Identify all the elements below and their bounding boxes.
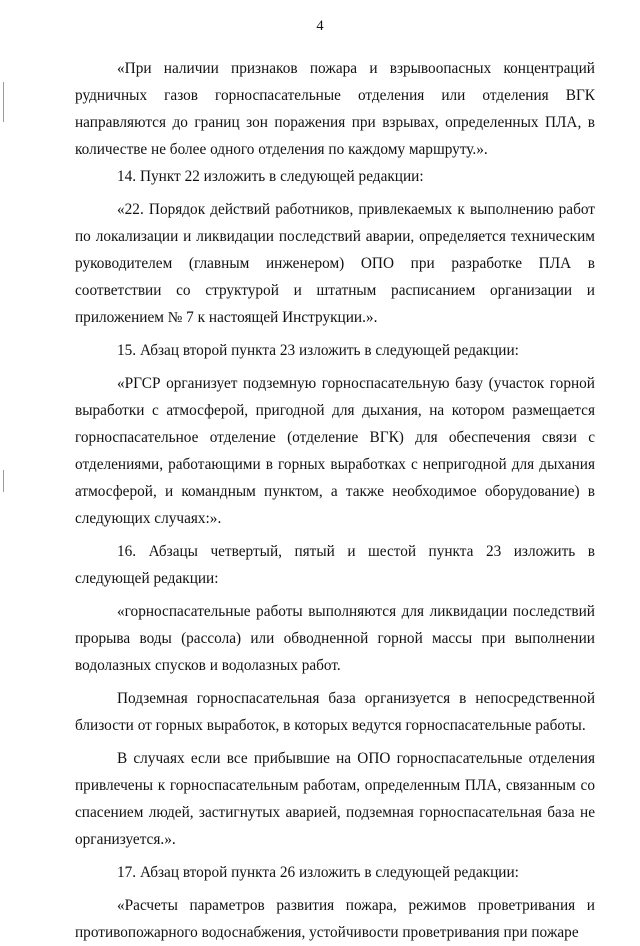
paragraph: «горноспасательные работы выполняются для ликвидации последствий прорыва воды (рассола) или обводненной горной массы при выполнении водолазных спусков и водолазных работ.: [75, 603, 595, 674]
scan-edge-mark: [3, 470, 4, 492]
paragraph: В случаях если все прибывшие на ОПО горноспасательные отделения привлечены к горноспасательным работам, определенным ПЛА, связанным со спасением людей, застигнутых аварией, подземная горноспасательная база не организуется.».: [75, 750, 595, 848]
paragraph: «22. Порядок действий работников, привлекаемых к выполнению работ по локализации и ликвидации последствий аварии, определяется техническим руководителем (главным инженером) ОПО при разработке ПЛА в соответствии со структурой и штатным расписанием организации и приложением № 7 к настоящей Инструкции.».: [75, 201, 595, 326]
paragraph: 17. Абзац второй пункта 26 изложить в следующей редакции:: [117, 864, 519, 881]
paragraph: «РГСР организует подземную горноспасательную базу (участок горной выработки с атмосферой, пригодной для дыхания, на котором размещается горноспасательное отделение (отделение ВГК) для обеспечения связи с отделениями, работающими в горных выработках с непригодной для дыхания атмосферой, и командным пунктом, а также необходимое оборудование) в следующих случаях:».: [75, 375, 595, 527]
paragraph: «При наличии признаков пожара и взрывоопасных концентраций рудничных газов горноспасательные отделения или отделения ВГК направляются до границ зон поражения при взрывах, определенных ПЛА, в количестве не более одного отделения по каждому маршруту.».: [75, 60, 595, 158]
paragraph: «Расчеты параметров развития пожара, режимов проветривания и противопожарного водоснабжения, устойчивости проветривания при пожаре: [75, 897, 595, 941]
scan-edge-mark: [3, 82, 4, 122]
document-body: [75, 55, 595, 946]
paragraph: 15. Абзац второй пункта 23 изложить в следующей редакции:: [117, 342, 519, 359]
paragraph: 14. Пункт 22 изложить в следующей редакции:: [117, 168, 424, 185]
page-number: 4: [316, 18, 324, 34]
paragraph: Подземная горноспасательная база организуется в непосредственной близости от горных выработок, в которых ведутся горноспасательные работы.: [75, 690, 595, 734]
paragraph: 16. Абзацы четвертый, пятый и шестой пункта 23 изложить в следующей редакции:: [75, 543, 595, 587]
